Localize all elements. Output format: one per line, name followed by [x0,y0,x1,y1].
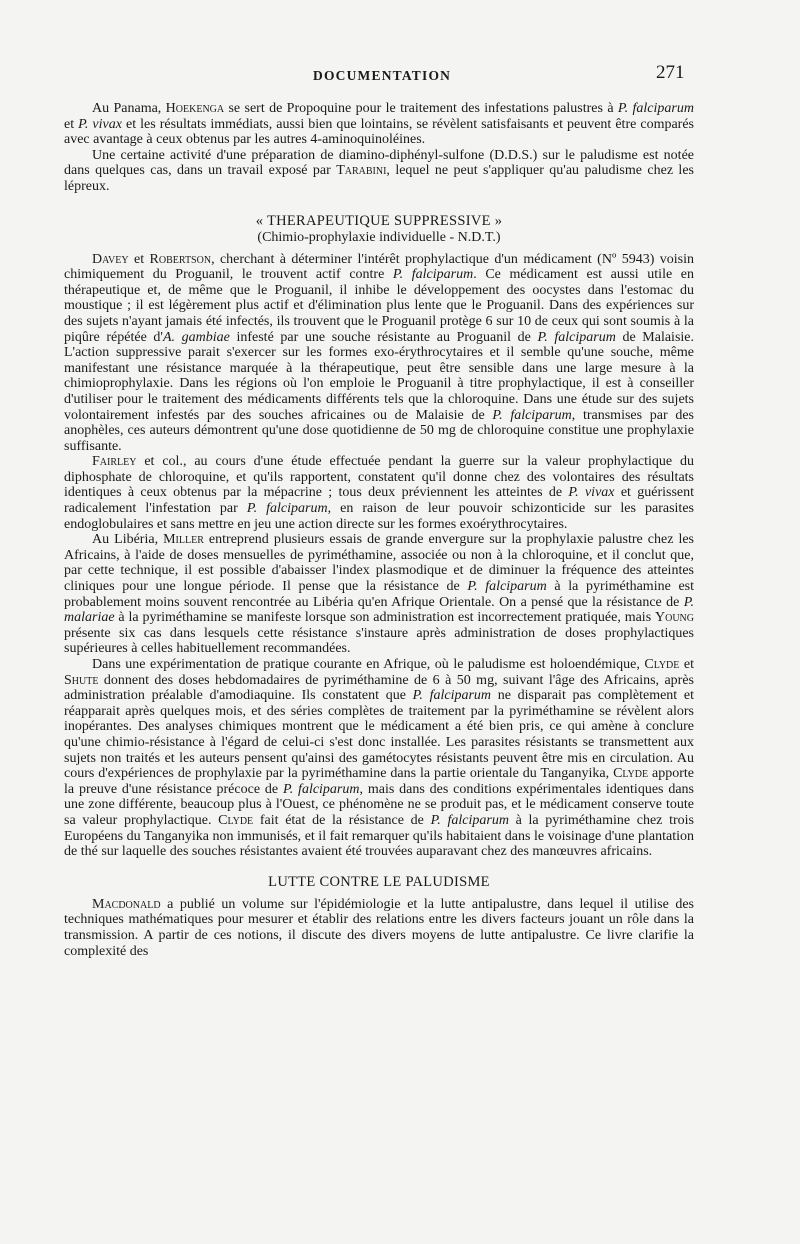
author-name: Clyde [644,657,680,672]
text-run: et [64,116,79,132]
page-body [64,101,694,959]
paragraph [64,101,694,148]
text-run: présente six cas dans lesquels cette résistance s'instaure après administration de doses prophylactiques supérieures à celles habituellement recommandées. [64,625,694,657]
italic-term: P. falciparum [246,501,328,517]
text-run: ne disparait pas complètement et réapparait après quelques mois, et des séries complètes de traitement par la pyriméthamine se révèlent alors inopérantes. Des analyses chimiques montrent que le médicament a été bien pris, ce qui amène à conclure qu'une chimio-résistance à l'égard de celui-ci s'est donc installée. Les parasites résistants se transmettent aux sujets non traités et les auteurs pensent qu'ainsi des gamétocytes résistants peuvent être mis en circulation. Au cours d'expériences de prophylaxie par la pyriméthamine dans la partie orientale du Tanganyika, [64,688,694,782]
italic-term: P. falciparum [467,579,547,595]
text-run: et col., au cours d'une étude effectuée pendant la guerre sur la valeur prophylactique du diphosphate de chloroquine, et qu'ils rapportent, constatent qu'il donne chez des volontaires des résultats identiques à ceux obtenus par la mépacrine ; tous deux préviennent les atteintes de [64,454,694,501]
text-run: fait état de la résistance de [253,812,431,828]
intro-text [64,101,694,195]
italic-term: P. vivax [78,116,122,132]
author-name: Shute [64,672,99,688]
author-name: Hoekenga [165,101,225,116]
text-run: se sert de Propoquine pour le traitement des infestations palustres à [224,101,618,116]
author-name: Clyde [218,812,254,828]
page-header [0,62,800,88]
author-name: Miller [163,532,204,548]
text-run: , lequel ne peut s'appliquer qu'au paludisme chez les lépreux. [64,163,694,194]
paragraph [64,148,694,195]
italic-term: P. falciparum [430,812,509,828]
italic-term: P. falciparum [492,407,572,423]
paragraph [64,657,694,860]
text-run: et guérissent radicalement l'infestation par [64,485,695,517]
paragraph [64,532,694,657]
text-run: Dans une expérimentation de pratique courante en Afrique, où le paludisme est holoendémique, [92,657,645,672]
text-run: Au Panama, [92,101,166,116]
text-run: , cherchant à déterminer l'intérêt prophylactique d'un médicament (Nº 5943) voisin chimiquement du Proguanil, le trouvent actif contre [64,251,694,283]
text-run: , mais dans des conditions expérimentales identiques dans une zone différente, beaucoup plus à l'Ouest, ce phénomène ne se produit pas, et le médicament conserve toute sa valeur prophylactique. [64,781,694,828]
text-run: et les résultats immédiats, aussi bien que lointains, se révèlent satisfaisants et peuvent être comparés avec avantage à ceux obtenus par les autres 4-aminoquinoléines. [64,116,694,148]
author-name: Macdonald [92,896,161,912]
author-name: Young [655,610,694,626]
author-name: Clyde [613,766,649,782]
text-run: , transmises par des anophèles, ces auteurs démontrent qu'une dose quotidienne de 50 mg de chloroquine constitue une prophylaxie suffisante. [64,407,694,454]
text-run: à la pyriméthamine se manifeste lorsque son administration est incorrectement pratiquée, mais [114,610,655,626]
page-number: 271 [656,62,685,83]
text-run: , en raison de leur pouvoir schizonticide sur les parasites endoglobulaires et sans mettre en jeu une action directe sur les formes exoérythrocytaires. [64,501,694,532]
italic-term: P. falciparum [537,329,616,345]
author-name: Davey [92,251,129,267]
italic-term: P. malariae [64,594,694,626]
text-run: donnent des doses hebdomadaires de pyriméthamine de 6 à 50 mg, suivant l'âge des Africains, après administration préalable d'amodiaquine. Ils constatent que [64,672,694,704]
text-run: à la pyriméthamine chez trois Européens du Tanganyika non immunisés, et il fait remarquer qu'ils habitaient dans le voisinage d'une plantation de thé sur laquelle des souches résistantes avaient été trouvées auparavant chez des manœuvres africains. [64,812,694,860]
section-suppressive-text [64,252,694,860]
text-run: Une certaine activité d'une préparation de diamino-diphényl-sulfone (D.D.S.) sur le paludisme est notée dans quelques cas, dans un travail exposé par [64,147,694,179]
italic-term: P. falciparum [282,781,360,797]
paragraph [64,252,694,455]
italic-term: P. falciparum [617,101,694,116]
text-run: de Malaisie. L'action suppressive parait s'exercer sur les formes exo-érythrocytaires et il semble qu'une souche, même manifestant une résistance marquée à la thérapeutique, peut être sensible dans une large mesure à la chimioprophylaxie. Dans les régions où l'on emploie le Proguanil à titre prophylactique, il est à conseiller d'utiliser pour le traitement des médicaments différents tels que la chloroquine. Dans une étude sur des sujets volontairement infestés par des souches africaines ou de Malaisie de [64,329,694,423]
text-run: Au Libéria, [92,532,164,548]
text-run: à la pyriméthamine est probablement moins souvent rencontrée au Libéria qu'en Afrique Orientale. On a pensé que la résistance de [64,579,694,610]
text-run: apporte la preuve d'une résistance précoce de [64,766,694,797]
italic-term: P. falciparum [392,267,474,283]
section-subtitle: (Chimio-prophylaxie individuelle - N.D.T.) [257,229,501,245]
italic-term: A. gambiae [162,329,230,345]
author-name: Robertson [149,251,212,267]
paragraph [64,897,694,959]
text-run: . Ce médicament est aussi utile en thérapeutique et, de même que le Proguanil, il inhibe le développement des oocystes dans l'estomac du moustique ; il est légèrement plus actif et d'élimination plus lente que le Proguanil. Dans des expériences sur des sujets n'ayant jamais été infectés, ils trouvent que le Proguanil protège 6 sur 10 de ceux qui sont soumis à la piqûre répétée d' [64,267,694,345]
text-run: et [128,251,150,267]
author-name: Fairley [92,454,137,470]
text-run: a publié un volume sur l'épidémiologie et la lutte antipalustre, dans lequel il utilise des techniques mathématiques pour mesurer et établir des relations entre les divers facteurs jouant un rôle dans la transmission. A partir de ces notions, il discute des divers moyens de lutte antipalustre. Ce livre clarifie la complexité des [64,896,694,959]
text-run: infesté par une souche résistante au Proguanil de [229,329,538,345]
running-title: DOCUMENTATION [313,68,452,83]
section-title-therapeutique-suppressive: « THERAPEUTIQUE SUPPRESSIVE » [255,212,503,229]
section-lutte-text [64,897,694,959]
section-title-lutte-paludisme: LUTTE CONTRE LE PALUDISME [268,873,490,890]
paragraph [64,454,694,532]
author-name: Tarabini [336,163,387,179]
italic-term: P. vivax [568,485,615,501]
italic-term: P. falciparum [412,688,492,704]
text-run: et [679,657,695,672]
text-run: entreprend plusieurs essais de grande envergure sur la prophylaxie palustre chez les Africains, à l'aide de doses mensuelles de pyriméthamine, associée ou non à la chloroquine, et il conclut que, par cette technique, il est possible d'abaisser l'index plasmodique et de diminuer la fréquence des atteintes cliniques pour une longue période. Il pense que la résistance de [64,532,694,595]
